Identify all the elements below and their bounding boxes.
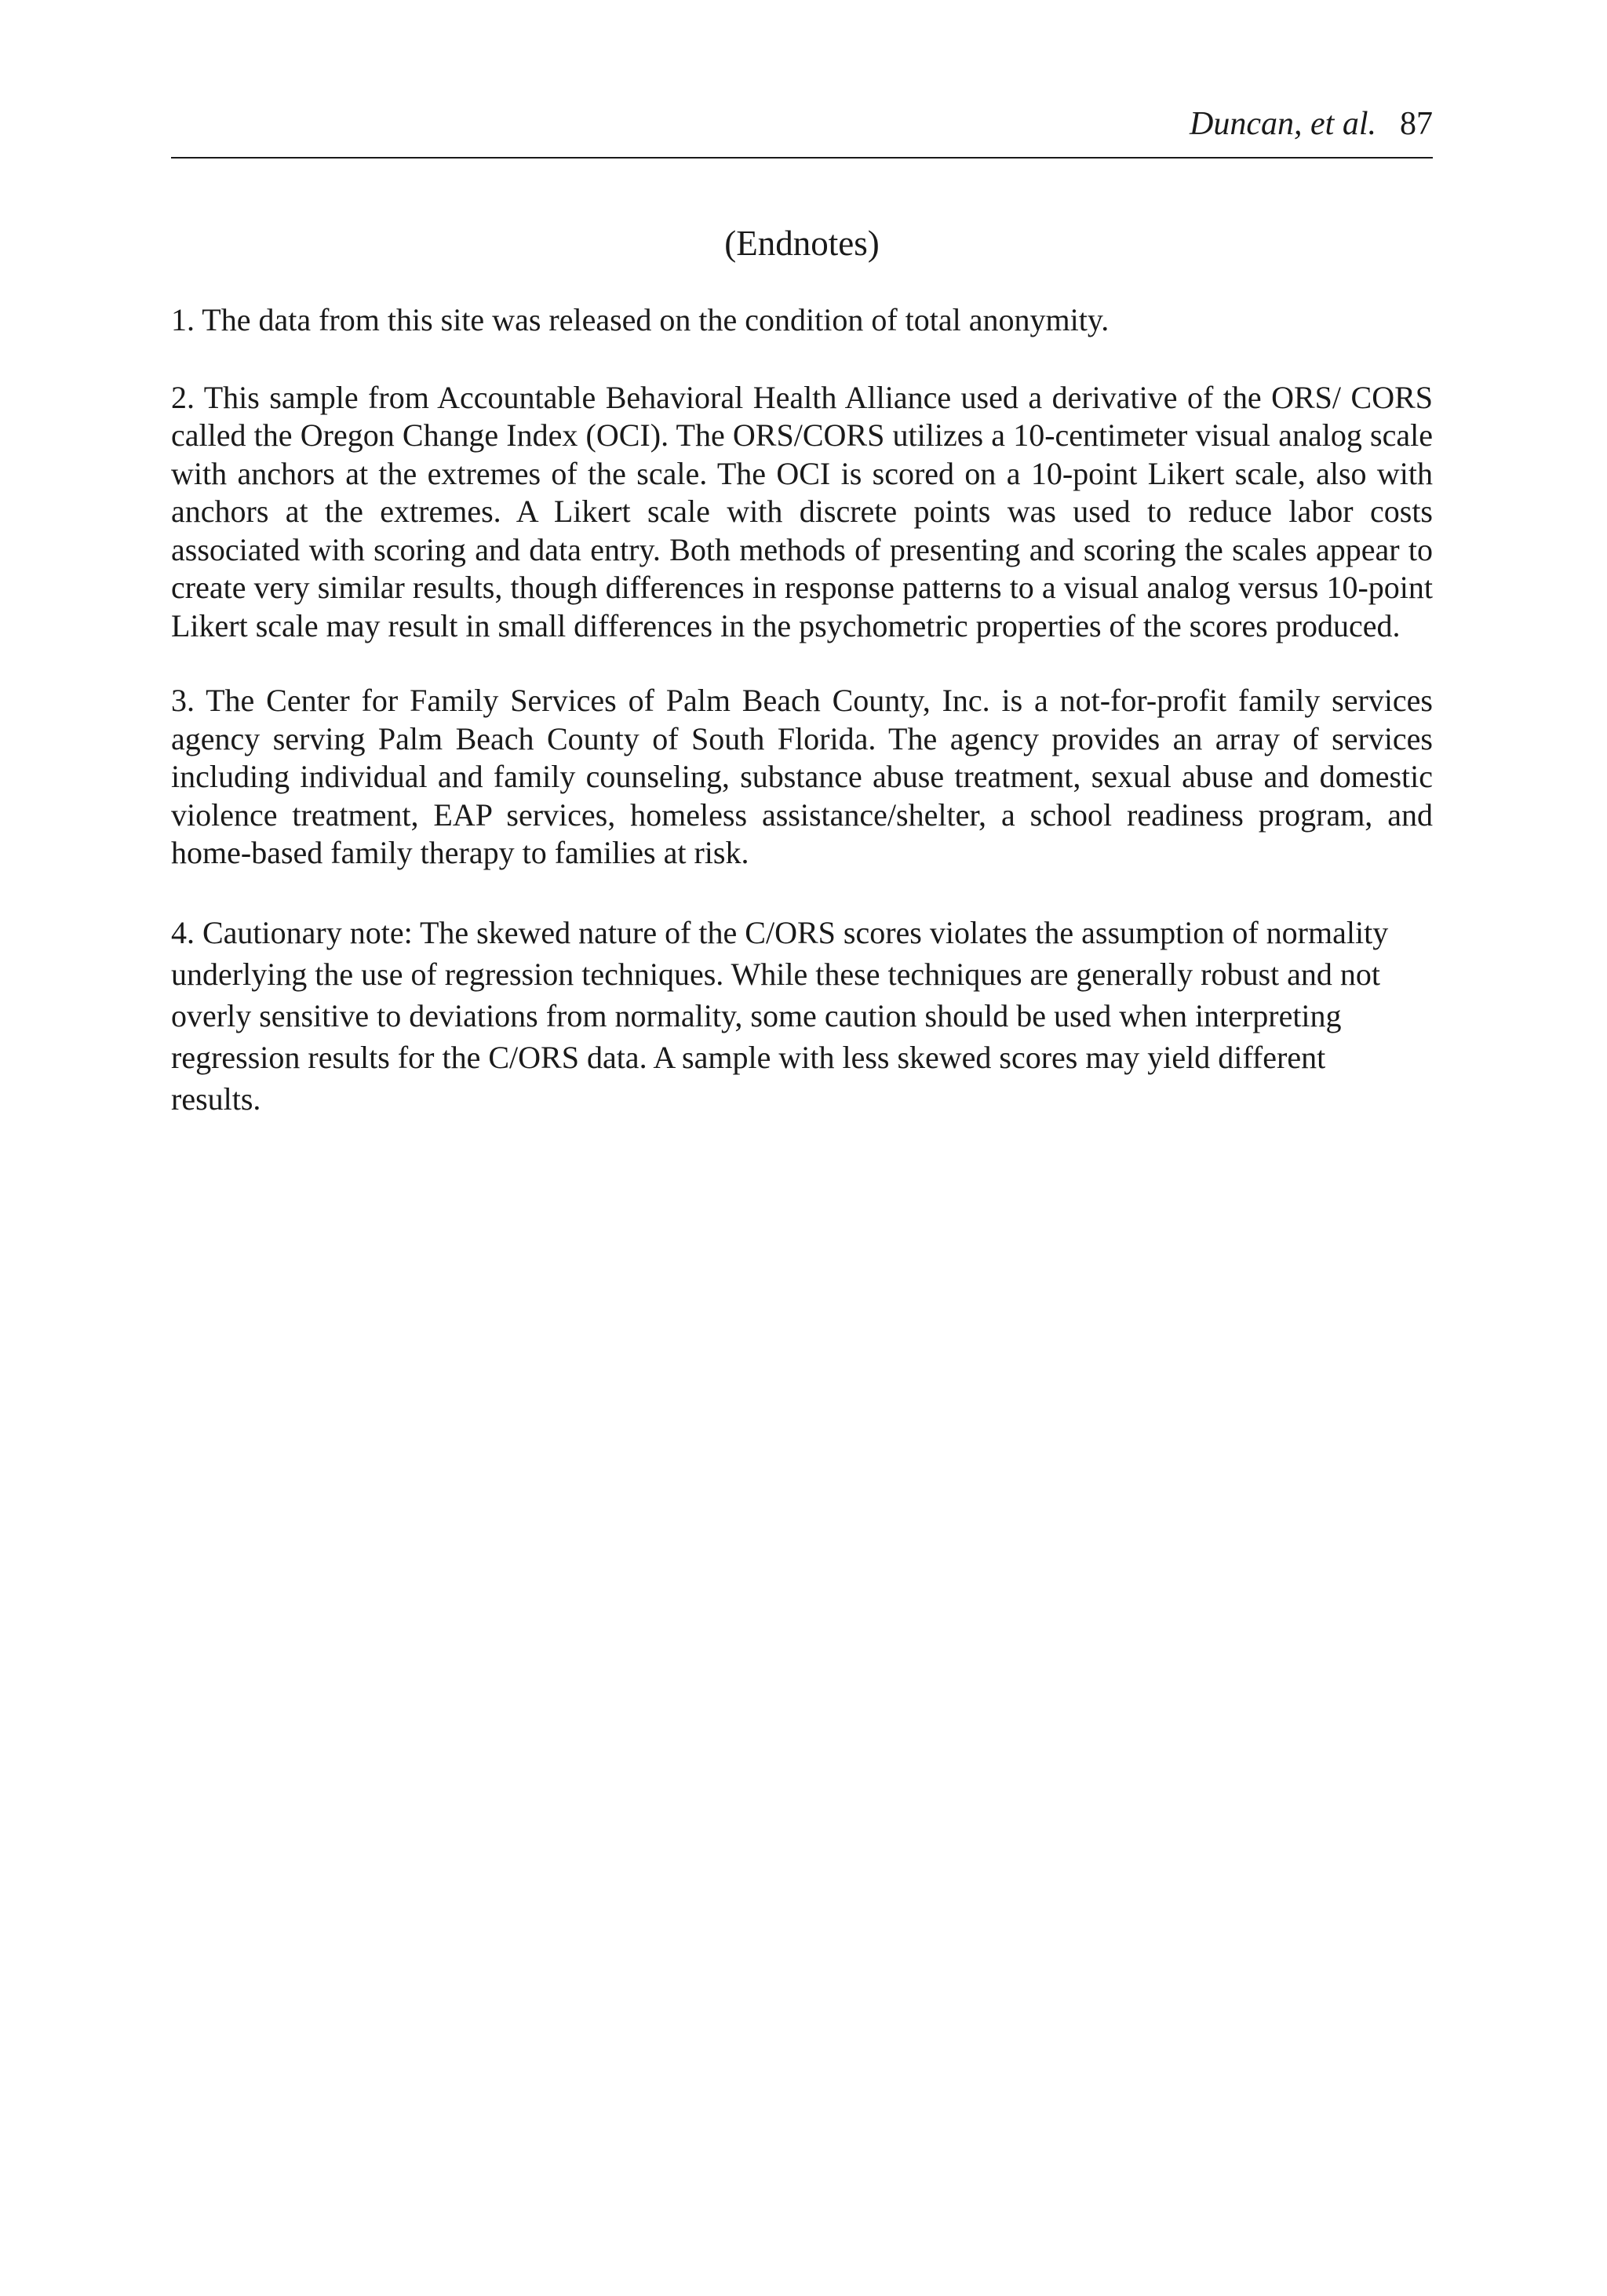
header-rule (171, 157, 1433, 159)
endnote-3: 3. The Center for Family Services of Palm Beach County, Inc. is a not-for-profit family services agency serving Palm Beach County of South Florida. The agency provides an array of services including individual and family counseling, substance abuse treatment, sexual abuse and domestic violence treatment, EAP services, homeless assistance/shelter, a school readiness program, and home-based family therapy to families at risk. (171, 683, 1433, 870)
running-head (171, 105, 1433, 152)
endnote-2: 2. This sample from Accountable Behavioral Health Alliance used a derivative of the ORS/ CORS called the Oregon Change Index (OCI). The ORS/CORS utilizes a 10-centimeter visual analog scale with anchors at the extremes of the scale. The OCI is scored on a 10-point Likert scale, also with anchors at the extremes. A Likert scale with discrete points was used to reduce labor costs associated with scoring and data entry. Both methods of presenting and scoring the scales appear to create very similar results, though differences in response patterns to a visual analog versus 10-point Likert scale may result in small differences in the psychometric properties of the scores produced. (171, 379, 1433, 643)
page-number: 87 (1400, 106, 1433, 142)
section-heading: (Endnotes) (724, 224, 880, 263)
running-head-authors: Duncan, et al. (1190, 106, 1376, 142)
endnote-1: 1. The data from this site was released on the condition of total anonymity. (171, 302, 1110, 337)
endnote-4: 4. Cautionary note: The skewed nature of the C/ORS scores violates the assumption of normality underlying the use of regression techniques. While these techniques are generally robust and not overly sensitive to deviations from normality, some caution should be used when interpreting regression results for the C/ORS data. A sample with less skewed scores may yield different results. (171, 914, 1389, 1117)
endnotes-list (171, 301, 1433, 1120)
